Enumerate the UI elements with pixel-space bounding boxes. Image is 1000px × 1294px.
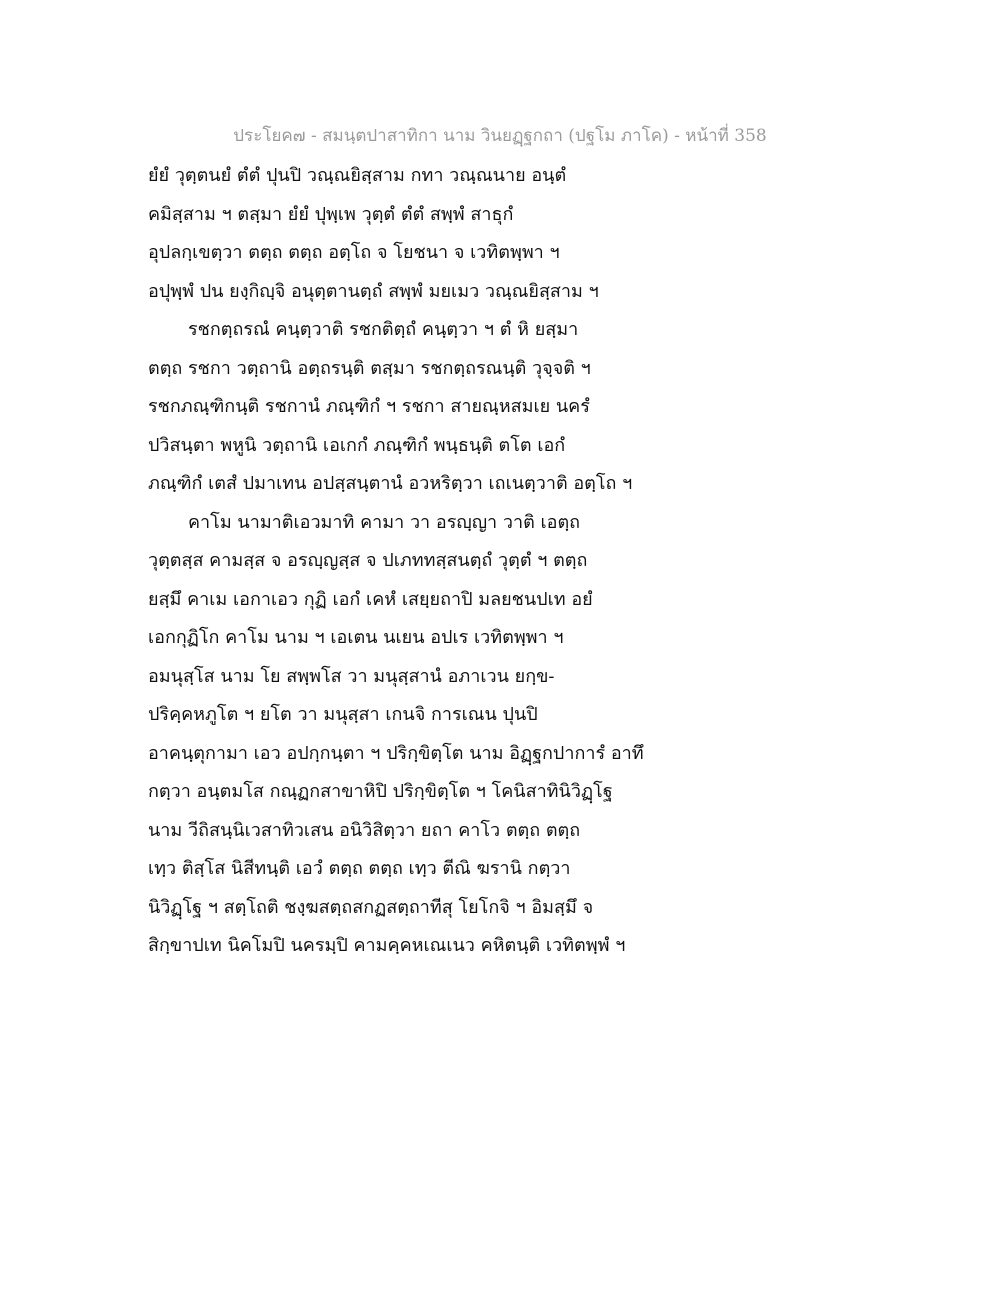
- text-line: อาคนฺตุกามา เอว อปกฺกนฺตา ฯ ปริกฺขิตฺโต นาม อิฏฺฐกปาการํ อาทึ: [148, 742, 644, 764]
- text-line: ปริคฺคหภูโต ฯ ยโต วา มนุสฺสา เกนจิ การเณน ปุนปิ: [148, 704, 538, 725]
- text-line: นาม วีถิสนฺนิเวสาทิวเสน อนิวิสิตฺวา ยถา คาโว ตตฺถ ตตฺถ: [148, 819, 581, 841]
- text-line: เอกกุฏิโก คาโม นาม ฯ เอเตน นเยน อปเร เวทิตพฺพา ฯ: [148, 627, 564, 648]
- text-line: ภณฺฑิกํ เตสํ ปมาเทน อปสฺสนฺตานํ อวหริตฺวา เถเนตฺวาติ อตฺโถ ฯ: [148, 473, 633, 494]
- paragraph-start-line: คาโม นามาติเอวมาทิ คามา วา อรญฺญา วาติ เอตฺถ: [188, 511, 581, 533]
- text-line: ปวิสนฺตา พหูนิ วตฺถานิ เอเกกํ ภณฺฑิกํ พนฺธนฺติ ตโต เอกํ: [148, 434, 566, 456]
- text-line: คมิสฺสาม ฯ ตสฺมา ยํยํ ปุพฺเพ วุตฺตํ ตํตํ สพฺพํ สาธุกํ: [148, 203, 514, 225]
- text-line: กตฺวา อนฺตมโส กณฺฏกสาขาหิปิ ปริกฺขิตฺโต ฯ โคนิสาทินิวิฏฺโฐ: [148, 781, 613, 802]
- body-text: [148, 157, 668, 966]
- text-line: เทฺว ติสฺโส นิสีทนฺติ เอวํ ตตฺถ ตตฺถ เทฺว ตีณิ ฆรานิ กตฺวา: [148, 858, 571, 879]
- text-line: ตตฺถ รชกา วตฺถานิ อตฺถรนฺติ ตสฺมา รชกตฺถรณนฺติ วุจฺจติ ฯ: [148, 357, 591, 379]
- text-line: อมนุสฺโส นาม โย สพฺพโส วา มนุสฺสานํ อภาเวน ยกฺข-: [148, 665, 555, 687]
- text-line: อุปลกฺเขตฺวา ตตฺถ ตตฺถ อตฺโถ จ โยชนา จ เวทิตพฺพา ฯ: [148, 242, 560, 263]
- text-line: นิวิฏฺโฐ ฯ สตฺโถติ ชงฺฆสตฺถสกฏสตฺถาทีสุ โยโกจิ ฯ อิมสฺมึ จ: [148, 896, 594, 918]
- text-line: วุตฺตสฺส คามสฺส จ อรญฺญสฺส จ ปเภททสฺสนตฺถํ วุตฺตํ ฯ ตตฺถ: [148, 550, 588, 571]
- text-line: สิกฺขาปเท นิคโมปิ นครมฺปิ คามคฺคหเณเนว คหิตนฺติ เวทิตพฺพํ ฯ: [148, 935, 626, 956]
- running-header: ประโยค๗ - สมนฺตปาสาทิกา นาม วินยฏฺฐกถา (ปฐโม ภาโค) - หน้าที่ 358: [233, 126, 767, 146]
- text-line: อปุพฺพํ ปน ยงฺกิญฺจิ อนุตฺตานตฺถํ สพฺพํ มยเมว วณฺณยิสฺสาม ฯ: [148, 280, 599, 302]
- paragraph-start-line: รชกตฺถรณํ คนฺตฺวาติ รชกติตฺถํ คนฺตฺวา ฯ ตํ หิ ยสฺมา: [188, 319, 579, 340]
- text-line: ยํยํ วุตฺตนยํ ตํตํ ปุนปิ วณฺณยิสฺสาม กทา วณฺณนาย อนฺตํ: [148, 165, 567, 186]
- text-line: รชกภณฺฑิกนฺติ รชกานํ ภณฺฑิกํ ฯ รชกา สายณฺหสมเย นครํ: [148, 396, 590, 417]
- text-line: ยสฺมึ คาเม เอกาเอว กุฏิ เอกํ เคหํ เสยฺยถาปิ มลยชนปเท อยํ: [148, 588, 593, 610]
